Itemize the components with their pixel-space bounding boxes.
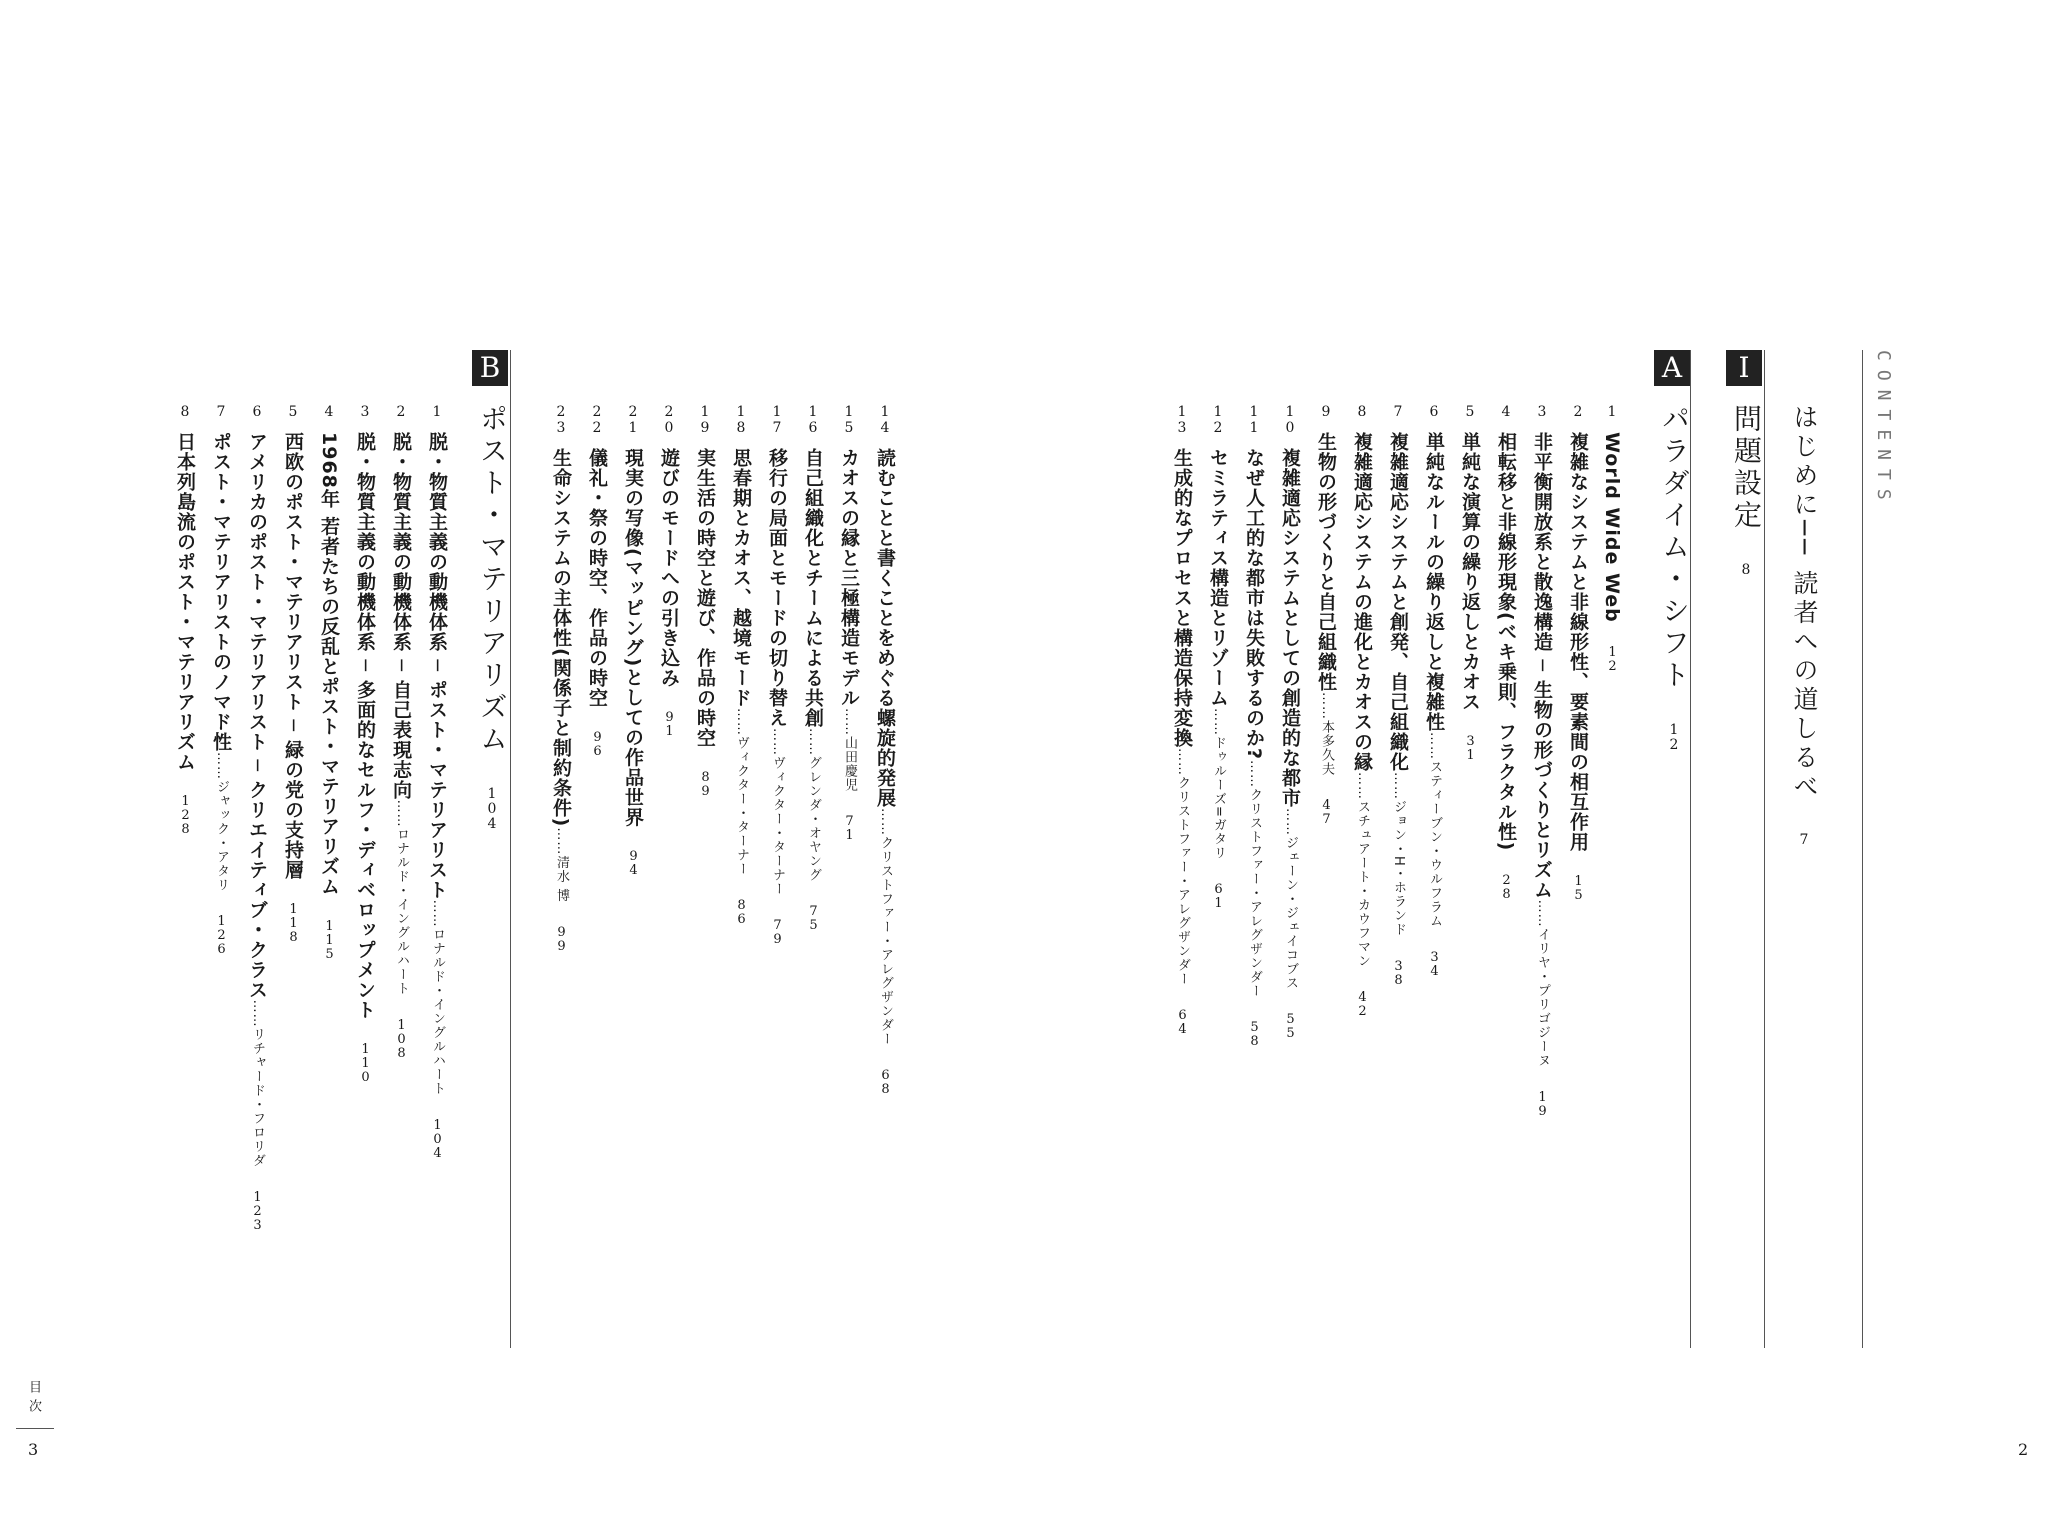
toc-entry[interactable] — [620, 404, 647, 1344]
entry-title: 遊びのモードへの引き込み — [658, 448, 680, 688]
entry-page: 34 — [1427, 950, 1442, 978]
entry-author: ……スチュアート・カウフマン — [1355, 772, 1370, 968]
entry-page: 89 — [698, 770, 713, 798]
entry-number: 4 — [321, 404, 337, 420]
entry-number: 8 — [1354, 404, 1370, 420]
entry-title: セミラティス構造とリゾーム — [1207, 448, 1229, 708]
entry-number: 13 — [1174, 404, 1190, 436]
part-badge-i: I — [1726, 350, 1762, 386]
toc-entry[interactable] — [1601, 404, 1623, 1344]
entry-title: ポスト・マテリアリストのノマド性 — [210, 432, 232, 752]
toc-entry[interactable] — [1169, 404, 1196, 1344]
entry-title: 移行の局面とモードの切り替え — [766, 448, 788, 728]
entry-author: ……クリストファー・アレグザンダー — [1175, 748, 1190, 986]
entry-title: 実生活の時空と遊び、作品の時空 — [694, 448, 716, 748]
entry-title: 生成的なプロセスと構造保持変換 — [1171, 448, 1193, 748]
entry-number: 7 — [213, 404, 229, 420]
toc-entry[interactable] — [280, 404, 307, 1344]
entry-author: ……ジェーン・ジェイコブス — [1283, 808, 1298, 990]
page-number-right: 2 — [2018, 1440, 2029, 1459]
toc-entry[interactable] — [836, 404, 863, 1344]
entry-title: 単純な演算の繰り返しとカオス — [1459, 432, 1481, 712]
part-b-title: ポスト・マテリアリズム — [476, 404, 509, 756]
entry-author: ……ジョン・H・ホランド — [1391, 772, 1406, 937]
part-badge-a: A — [1654, 350, 1690, 386]
entry-title: 日本列島流のポスト・マテリアリズム — [174, 432, 196, 772]
entry-author: ……清水 博 — [554, 827, 569, 903]
toc-entry[interactable] — [1421, 404, 1448, 1344]
entry-number: 14 — [877, 404, 893, 436]
entry-page: 28 — [1499, 873, 1514, 902]
entry-author: ……本多久夫 — [1319, 692, 1334, 776]
toc-entry[interactable] — [584, 404, 611, 1344]
entry-title: 読むことと書くことをめぐる螺旋的発展 — [874, 448, 896, 808]
part-badge-b: B — [472, 350, 508, 386]
entry-number: 1 — [429, 404, 445, 420]
footer-rule — [16, 1428, 54, 1429]
entry-number: 16 — [805, 404, 821, 436]
entry-number: 21 — [625, 404, 641, 436]
entry-number: 2 — [1570, 404, 1586, 420]
entry-number: 10 — [1282, 404, 1298, 436]
entry-title: 西欧のポスト・マテリアリスト ─ 緑の党の支持層 — [282, 432, 304, 880]
toc-entry[interactable] — [1277, 404, 1304, 1344]
entry-title: 非平衡開放系と散逸構造 ─ 生物の形づくりとリズム — [1531, 432, 1553, 900]
entry-number: 11 — [1246, 404, 1262, 436]
entry-title: なぜ人工的な都市は失敗するのか? — [1243, 448, 1265, 761]
entry-author: ……ヴィクター・ターナー — [770, 728, 785, 896]
entry-title: World Wide Web — [1601, 432, 1623, 623]
entry-page: 58 — [1247, 1020, 1262, 1049]
toc-entry[interactable] — [692, 404, 719, 1344]
part-i-entry[interactable] — [1726, 404, 1766, 577]
entry-author: ……ドゥルーズ=ガタリ — [1211, 708, 1226, 860]
entry-author: ……イリヤ・プリゴジーヌ — [1535, 899, 1550, 1068]
entry-page: 68 — [878, 1068, 893, 1096]
entry-page: 123 — [250, 1189, 265, 1232]
entry-number: 7 — [1390, 404, 1406, 420]
toc-entry[interactable] — [1565, 404, 1592, 1344]
entry-page: 31 — [1463, 734, 1478, 762]
toc-entry[interactable] — [244, 404, 271, 1344]
entry-number: 6 — [1426, 404, 1442, 420]
entry-title: 複雑適応システムと創発、自己組織化 — [1387, 432, 1409, 772]
entry-number: 8 — [177, 404, 193, 420]
entry-page: 86 — [734, 898, 749, 926]
entry-author: ……ジャック・アタリ — [214, 752, 229, 892]
entry-number: 3 — [1534, 404, 1550, 420]
toc-entry[interactable] — [656, 404, 683, 1344]
footer-label: 目次 — [26, 1380, 41, 1418]
entry-page: 104 — [430, 1117, 445, 1160]
entry-page: 96 — [590, 730, 605, 758]
entry-author: ……リチャード・フロリダ — [250, 999, 265, 1168]
entry-title: 相転移と非線形現象(べキ乗則、フラクタル性) — [1495, 432, 1517, 852]
toc-entry[interactable] — [352, 404, 379, 1344]
entry-title: 単純なルールの繰り返しと複雑性 — [1423, 432, 1445, 732]
toc-entry[interactable] — [1385, 404, 1412, 1344]
entry-title: 複雑適応システムとしての創造的な都市 — [1279, 448, 1301, 808]
entry-page: 110 — [358, 1041, 373, 1084]
entry-number: 1 — [1604, 404, 1620, 420]
entry-number: 18 — [733, 404, 749, 436]
entry-title: 生物の形づくりと自己組織性 — [1315, 432, 1337, 692]
entry-title: 1968年 若者たちの反乱とポスト・マテリアリズム — [318, 432, 340, 897]
entry-page: 12 — [1605, 644, 1620, 673]
entry-author: ……クリストファー・アレグザンダー — [1247, 760, 1262, 999]
part-a-entry[interactable] — [1654, 404, 1694, 752]
entry-author: ……山田慶児 — [842, 708, 857, 792]
toc-entry[interactable] — [388, 404, 415, 1344]
divider-line — [1862, 350, 1863, 1348]
entry-author: ……スティーブン・ウルフラム — [1427, 732, 1442, 928]
toc-entry[interactable] — [316, 404, 343, 1344]
entry-page: 75 — [806, 904, 821, 932]
entry-number: 12 — [1210, 404, 1226, 436]
entry-number: 3 — [357, 404, 373, 420]
entry-title: 脱・物質主義の動機体系 ─ ポスト・マテリアリスト — [426, 432, 448, 900]
toc-entry[interactable] — [764, 404, 791, 1344]
toc-entry[interactable] — [872, 404, 899, 1344]
toc-entry[interactable] — [800, 404, 827, 1344]
entry-author: ……グレンダ・オヤング — [806, 728, 821, 882]
entry-page: 15 — [1571, 874, 1586, 902]
entry-number: 19 — [697, 404, 713, 436]
entry-page: 38 — [1391, 958, 1406, 987]
entry-title: 現実の写像(マッピング)としての作品世界 — [622, 448, 644, 828]
entry-title: アメリカのポスト・マテリアリスト ─ クリエイティブ・クラス — [246, 432, 268, 1000]
entry-author: ……ロナルド・イングルハート — [430, 899, 445, 1096]
intro-page: 7 — [1796, 832, 1812, 848]
entry-title: 脱・物質主義の動機体系 ─ 多面的なセルフ・ディベロップメント — [354, 432, 376, 1020]
intro-entry[interactable] — [1786, 404, 1822, 847]
toc-entry[interactable] — [172, 404, 199, 1344]
entry-page: 79 — [770, 918, 785, 946]
entry-number: 17 — [769, 404, 785, 436]
entry-page: 115 — [322, 918, 337, 961]
entry-title: 思春期とカオス、越境モード — [730, 448, 752, 708]
entry-number: 9 — [1318, 404, 1334, 420]
entry-page: 47 — [1319, 798, 1334, 826]
entry-page: 94 — [626, 849, 641, 878]
entry-page: 71 — [842, 814, 857, 842]
toc-entry[interactable] — [1349, 404, 1376, 1344]
entry-number: 2 — [393, 404, 409, 420]
part-i-page: 8 — [1738, 562, 1754, 577]
entry-page: 64 — [1175, 1008, 1190, 1036]
entry-page: 108 — [394, 1017, 409, 1060]
entry-number: 22 — [589, 404, 605, 436]
entry-page: 42 — [1355, 990, 1370, 1018]
entry-number: 20 — [661, 404, 677, 436]
entry-number: 15 — [841, 404, 857, 436]
entry-number: 23 — [553, 404, 569, 436]
toc-entry[interactable] — [1493, 404, 1520, 1344]
entry-title: 脱・物質主義の動機体系 ─ 自己表現志向 — [390, 432, 412, 800]
part-a-page: 12 — [1666, 722, 1682, 752]
contents-heading: CONTENTS — [1873, 350, 1894, 509]
part-i-title: 問題設定 — [1730, 404, 1763, 532]
toc-entry[interactable] — [1529, 404, 1556, 1344]
entry-title: 生命システムの主体性(関係子と制約条件) — [550, 448, 572, 828]
toc-entry[interactable] — [208, 404, 235, 1344]
toc-entry[interactable] — [1313, 404, 1340, 1344]
entry-title: カオスの縁と三極構造モデル — [838, 448, 860, 708]
entry-page: 99 — [554, 924, 569, 953]
part-a-title: パラダイム・シフト — [1658, 404, 1691, 692]
toc-entry[interactable] — [424, 404, 451, 1344]
entry-author: ……ヴィクター・ターナー — [734, 708, 749, 876]
entry-number: 4 — [1498, 404, 1514, 420]
toc-entry[interactable] — [728, 404, 755, 1344]
entry-author: ……クリストファー・アレグザンダー — [878, 808, 893, 1046]
entry-page: 128 — [178, 794, 193, 836]
entry-page: 61 — [1211, 881, 1226, 910]
entry-page: 91 — [662, 710, 677, 738]
entry-number: 6 — [249, 404, 265, 420]
intro-title: はじめに── 読者への道しるべ — [1790, 404, 1819, 803]
toc-entry[interactable] — [548, 404, 575, 1344]
entry-page: 19 — [1535, 1089, 1550, 1118]
entry-number: 5 — [1462, 404, 1478, 420]
entry-number: 5 — [285, 404, 301, 420]
entry-title: 複雑なシステムと非線形性、要素間の相互作用 — [1567, 432, 1589, 852]
entry-title: 自己組織化とチームによる共創 — [802, 448, 824, 728]
part-b-entry[interactable] — [472, 404, 512, 831]
entry-page: 55 — [1283, 1012, 1298, 1040]
toc-entry[interactable] — [1457, 404, 1484, 1344]
page-number-left: 3 — [28, 1440, 39, 1459]
entry-title: 儀礼・祭の時空、作品の時空 — [586, 448, 608, 708]
entry-page: 126 — [214, 914, 229, 956]
entry-page: 118 — [286, 901, 301, 944]
entry-title: 複雑適応システムの進化とカオスの縁 — [1351, 432, 1373, 772]
toc-entry[interactable] — [1205, 404, 1232, 1344]
entry-author: ……ロナルド・イングルハート — [394, 799, 409, 996]
part-b-page: 104 — [484, 786, 500, 831]
toc-entry[interactable] — [1241, 404, 1268, 1344]
